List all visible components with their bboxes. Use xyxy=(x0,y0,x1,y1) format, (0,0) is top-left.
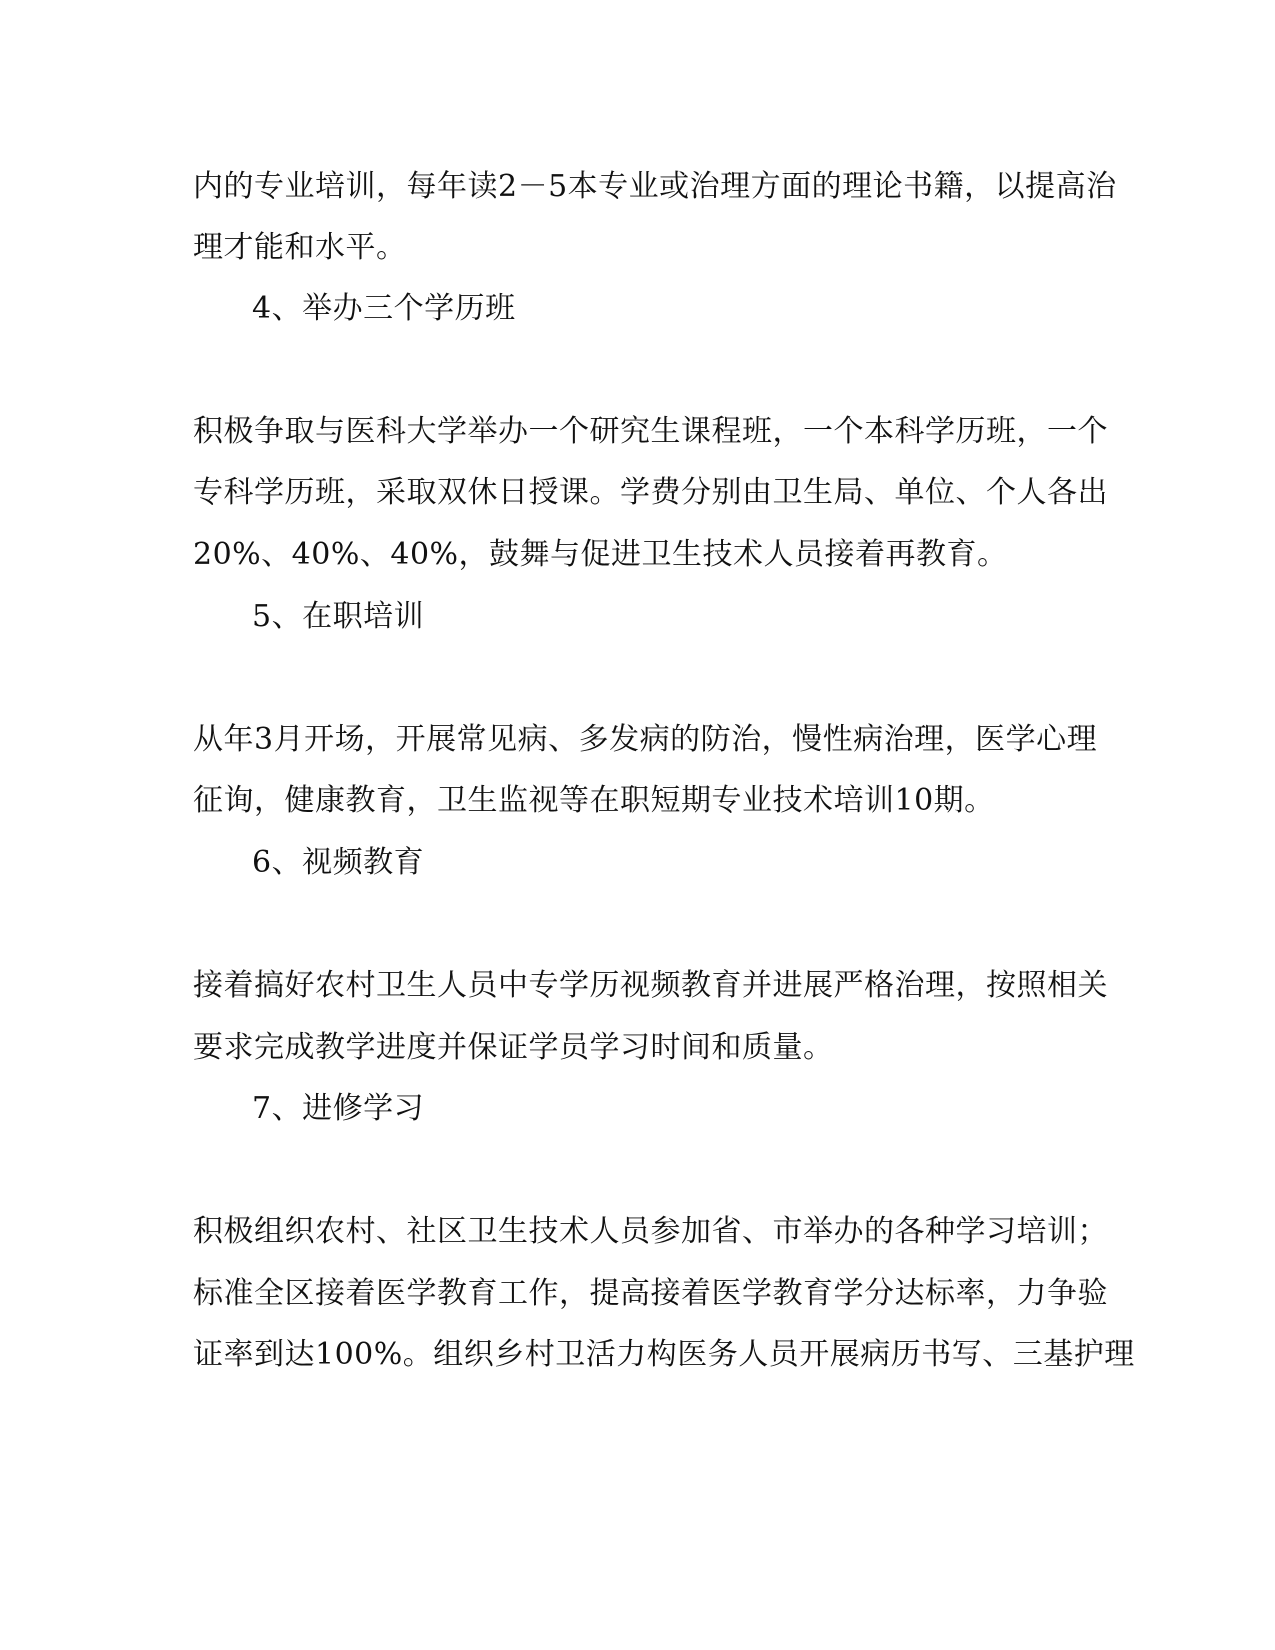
paragraph-line: 标准全区接着医学教育工作，提高接着医学教育学分达标率，力争验 xyxy=(193,1276,1108,1311)
paragraph-line: 积极组织农村、社区卫生技术人员参加省、市举办的各种学习培训； xyxy=(193,1214,1108,1249)
section-heading: 6、视频教育 xyxy=(252,845,425,880)
paragraph-line: 征询，健康教育，卫生监视等在职短期专业技术培训10期。 xyxy=(193,783,995,818)
section-heading: 4、举办三个学历班 xyxy=(252,291,516,326)
paragraph-line: 内的专业培训，每年读2－5本专业或治理方面的理论书籍，以提高治 xyxy=(193,169,1117,204)
paragraph-line: 理才能和水平。 xyxy=(193,230,407,265)
paragraph-line: 专科学历班，采取双休日授课。学费分别由卫生局、单位、个人各出 xyxy=(193,475,1108,510)
paragraph-line: 从年3月开场，开展常见病、多发病的防治，慢性病治理，医学心理 xyxy=(193,722,1098,757)
paragraph-line: 20%、40%、40%，鼓舞与促进卫生技术人员接着再教育。 xyxy=(193,537,1008,572)
paragraph-line: 接着搞好农村卫生人员中专学历视频教育并进展严格治理，按照相关 xyxy=(193,968,1108,1003)
section-heading: 5、在职培训 xyxy=(252,599,425,634)
section-heading: 7、进修学习 xyxy=(252,1091,425,1126)
paragraph-line: 证率到达100%。组织乡村卫活力构医务人员开展病历书写、三基护理 xyxy=(193,1337,1135,1372)
paragraph-line: 积极争取与医科大学举办一个研究生课程班，一个本科学历班，一个 xyxy=(193,414,1108,449)
paragraph-line: 要求完成教学进度并保证学员学习时间和质量。 xyxy=(193,1030,834,1065)
